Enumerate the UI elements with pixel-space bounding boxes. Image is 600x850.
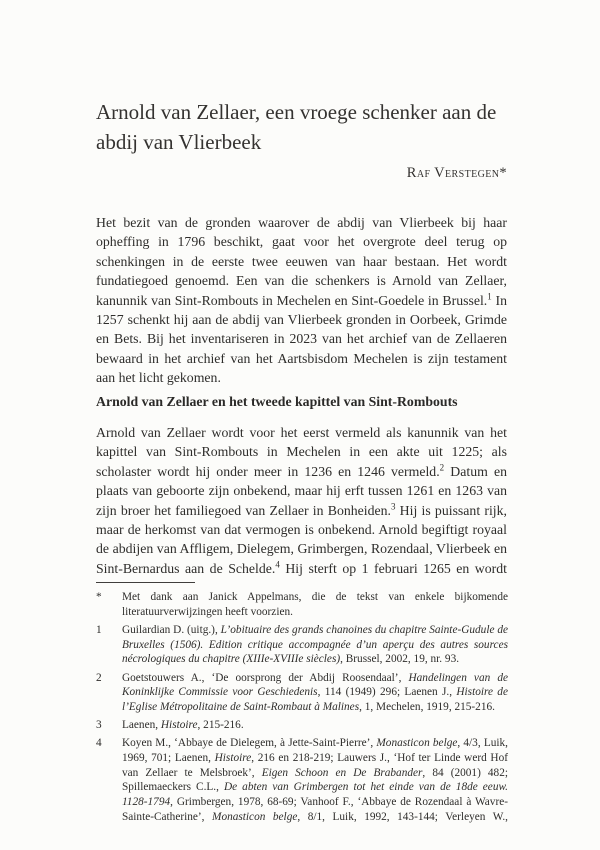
footnote-text: Laenen, Histoire, 215-216.: [122, 719, 244, 732]
footnote-item-3: [96, 718, 508, 733]
intro-paragraph: Het bezit van de gronden waarover de abdij van Vlierbeek bij haar opheffing in 1796 beschikt, gaat voor het overgrote deel terug op schenkingen in de eerste twee eeuwen van haar bestaan. Het wordt fundatiegoed genoemd. Een van die schenkers is Arnold van Zellaer, kanunnik van Sint-Rombouts in Mechelen en Sint-Goedele in Brussel.$^1$ In 1257 schenkt hij aan de abdij van Vlierbeek gronden in Oorbeek, Grimde en Bets. Bij het inventariseren in 2023 van het archief van de Zellaeren bewaard in het archief van het Aartsbisdom Mechelen is zijn testament aan het licht gekomen.: [96, 215, 507, 386]
article-title: Arnold van Zellaer, een vroege schenker aan de abdij van Vlierbeek: [96, 100, 497, 154]
footnote-marker: 4: [96, 737, 102, 750]
footnote-text: Goetstouwers A., ‘De oorsprong der Abdij Roosendaal’, Handelingen van de Koninklijke Commissie voor Geschiedenis, 114 (1949) 296; Laenen J., Histoire de l’Eglise Métropolitaine de Saint-Rombaut à Malines, 1, Mechelen, 1919, 215-216.: [122, 671, 508, 713]
footnote-item-1: [96, 623, 508, 667]
footnote-marker: *: [96, 591, 102, 603]
author-byline: Raf Verstegen*: [406, 165, 507, 181]
footnote-item-asterisk: [96, 590, 508, 619]
footnote-marker: 3: [96, 719, 102, 732]
footnote-item-2: [96, 671, 508, 715]
footnote-item-4: [96, 736, 508, 824]
footnote-separator-rule: [96, 582, 195, 583]
footnote-marker: 2: [96, 671, 102, 684]
footnote-list: [96, 590, 508, 828]
footnote-text: Guilardian D. (uitg.), L’obituaire des grands chanoines du chapitre Sainte-Gudule de Bruxelles (1506). Edition critique accompagnée d’un aperçu des autres sources nécrologiques du chapitre (XIIIe-XVIIIe siècles), Brussel, 2002, 19, nr. 93.: [122, 623, 509, 666]
footnote-text: Koyen M., ‘Abbaye de Dielegem, à Jette-Saint-Pierre’, Monasticon belge, 4/3, Luik, 1969, 701; Laenen, Histoire, 216 en 218-219; Lauwers J., ‘Hof ter Linde werd Hof van Zellaer te Melsbroek’, Eigen Schoon en De Brabander, 84 (2001) 482; Spillemaeckers C.L., De abten van Grimbergen tot het einde van de 18de eeuw. 1128-1794, Grimbergen, 1978, 68-69; Vanhoof F., ‘Abbaye de Rozendaal à Wavre-Sainte-Catherine’, Monasticon belge, 8/1, Luik, 1992, 143-144; Verleyen W.,: [122, 737, 508, 823]
section-paragraph: Arnold van Zellaer wordt voor het eerst vermeld als kanunnik van het kapittel van Sint-Rombouts in Mechelen in een akte uit 1225; als scholaster wordt hij onder meer in 1236 en 1246 vermeld.$^2$ Datum en plaats van geboorte zijn onbekend, maar hij erft tussen 1261 en 1263 van zijn broer het familiegoed van Zellaer in Bonheiden.$^3$ Hij is puissant rijk, maar de herkomst van dat vermogen is onbekend. Arnold begiftigt royaal de abdijen van Affligem, Dielegem, Grimbergen, Rozendaal, Vlierbeek en Sint-Bernardus aan de Schelde.$^4$ Hij sterft op 1 februari 1265 en wordt: [96, 425, 507, 576]
section-heading: Arnold van Zellaer en het tweede kapittel van Sint-Rombouts: [96, 394, 458, 409]
footnote-text: Met dank aan Janick Appelmans, die de tekst van enkele bijkomende literatuurverwijzingen heeft voorzien.: [122, 591, 508, 618]
footnote-marker: 1: [96, 623, 102, 636]
